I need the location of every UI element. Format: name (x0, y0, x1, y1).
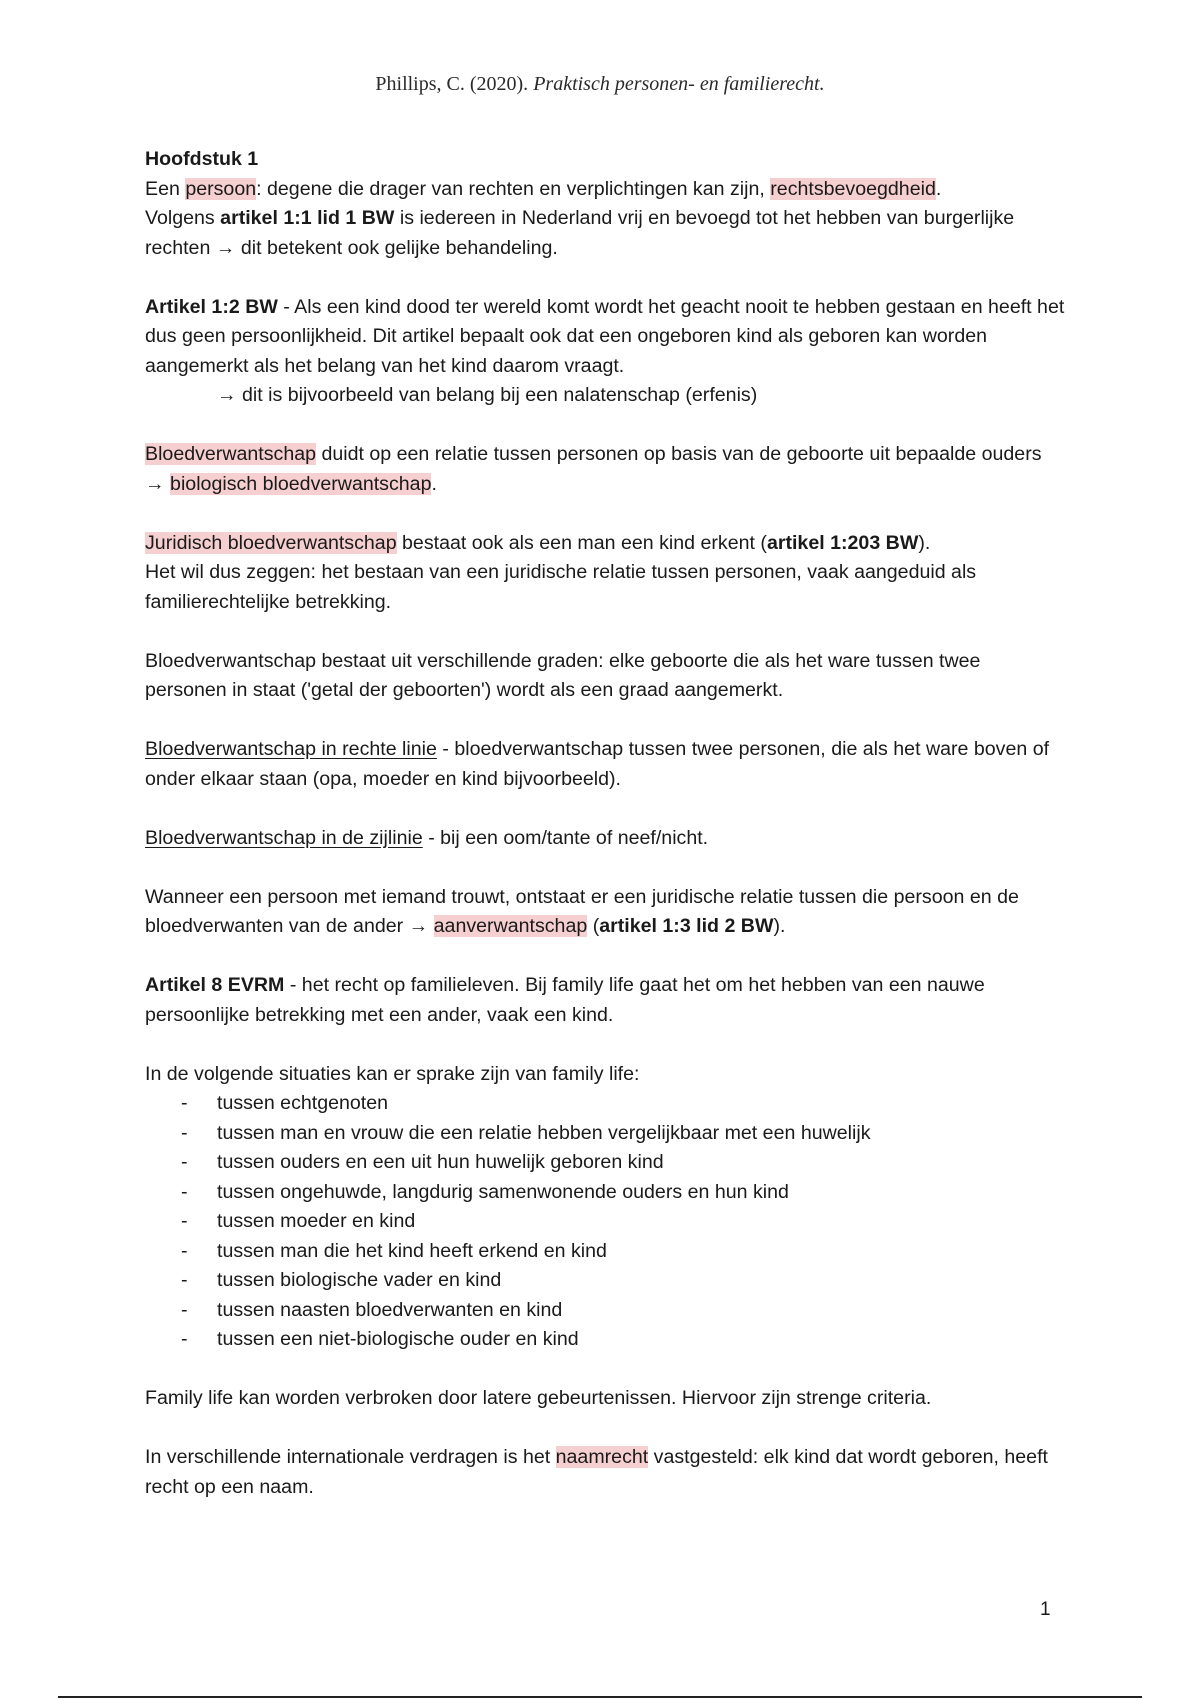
list-item: - tussen ouders en een uit hun huwelijk geboren kind (145, 1148, 1065, 1178)
citation-header (0, 73, 1200, 96)
page-bottom-divider (58, 1696, 1142, 1698)
paragraph-graden (145, 647, 1065, 706)
indented-note: → dit is bijvoorbeeld van belang bij een nalatenschap (erfenis) (217, 384, 758, 406)
highlight-juridisch: Juridisch bloedverwantschap (145, 531, 397, 554)
text-span: In de volgende situaties kan er sprake zijn van family life: (145, 1062, 640, 1085)
text-span: is iedereen in Nederland vrij en bevoegd tot het hebben van burgerlijke rechten → dit betekent ook gelijke behandeling. (145, 207, 1015, 259)
paragraph-persoon (145, 175, 1065, 264)
chapter-title (145, 145, 1065, 175)
text-span: Een (145, 177, 186, 200)
underlined-term: Bloedverwantschap in de zijlinie (145, 826, 423, 849)
text-span: duidt op een relatie tussen personen op basis van de geboorte uit bepaalde ouders → (145, 443, 1042, 495)
highlight-bloedverwantschap: Bloedverwantschap (145, 443, 317, 465)
page-number: 1 (1040, 1599, 1051, 1620)
paragraph-juridisch (145, 529, 1065, 618)
highlight-biologisch: biologisch bloedverwantschap (170, 472, 432, 495)
citation-title: Praktisch personen- en familierecht. (533, 73, 825, 95)
citation-authors: Phillips, C. (2020). (375, 73, 534, 95)
text-span: Family life kan worden verbroken door latere gebeurtenissen. Hiervoor zijn strenge criteria. (145, 1387, 932, 1409)
article-ref: Artikel 1:2 BW (145, 295, 278, 318)
text-span: - Als een kind dood ter wereld komt wordt het geacht nooit te hebben gestaan en heeft het dus geen persoonlijkheid. Dit artikel bepaalt ook dat een ongeboren kind als geboren kan worden aangemerkt als het belang van het kind daarom vraagt. (145, 295, 1065, 377)
text-span: . (935, 177, 942, 200)
paragraph-naamrecht (145, 1443, 1065, 1502)
article-ref: artikel 1:203 BW (766, 531, 919, 554)
text-span: : degene die drager van rechten en verplichtingen kan zijn, (256, 177, 771, 200)
text-span: Wanneer een persoon met iemand trouwt, ontstaat er een juridische relatie tussen die persoon en de bloedverwanten van de ander → (145, 885, 1019, 937)
family-life-intro (145, 1060, 1065, 1090)
list-item: - tussen biologische vader en kind (145, 1266, 1065, 1296)
paragraph-evrm (145, 971, 1065, 1030)
article-ref: Artikel 8 EVRM (145, 974, 285, 996)
paragraph-aanverwantschap (145, 883, 1065, 942)
list-item: - tussen naasten bloedverwanten en kind (145, 1296, 1065, 1326)
chapter-title-text: Hoofdstuk 1 (145, 148, 259, 170)
family-life-list (145, 1089, 1065, 1355)
highlight-rechtsbevoegdheid: rechtsbevoegdheid (770, 177, 936, 200)
list-item: - tussen ongehuwde, langdurig samenwonende ouders en hun kind (145, 1178, 1065, 1208)
document-body (145, 145, 1065, 1532)
text-span: . (431, 472, 437, 495)
paragraph-artikel-1-2 (145, 293, 1065, 411)
highlight-persoon: persoon (185, 177, 257, 200)
text-span: - bij een oom/tante of neef/nicht. (422, 826, 709, 849)
text-span: ( (587, 915, 600, 937)
highlight-naamrecht: naamrecht (555, 1446, 649, 1468)
paragraph-zijlinie (145, 824, 1065, 854)
text-span: ). (773, 915, 786, 937)
list-item: - tussen echtgenoten (145, 1089, 1065, 1119)
list-item: - tussen moeder en kind (145, 1207, 1065, 1237)
text-span: bestaat ook als een man een kind erkent ( (396, 531, 767, 554)
text-span: Het wil dus zeggen: het bestaan van een juridische relatie tussen personen, vaak aangeduid als familierechtelijke betrekking. (145, 561, 977, 613)
list-item: - tussen man en vrouw die een relatie hebben vergelijkbaar met een huwelijk (145, 1119, 1065, 1149)
text-span: vastgesteld: elk kind dat wordt geboren, heeft recht op een naam. (145, 1446, 1048, 1498)
highlight-aanverwantschap: aanverwantschap (433, 915, 588, 937)
article-ref: artikel 1:1 lid 1 BW (220, 207, 395, 229)
text-span: ). (918, 531, 931, 554)
underlined-term: Bloedverwantschap in rechte linie (145, 738, 437, 760)
paragraph-rechte-linie (145, 735, 1065, 794)
article-ref: artikel 1:3 lid 2 BW (599, 915, 774, 937)
list-item: - tussen man die het kind heeft erkend en kind (145, 1237, 1065, 1267)
text-span: Volgens (145, 207, 221, 229)
text-span: - het recht op familieleven. Bij family life gaat het om het hebben van een nauwe persoonlijke betrekking met een ander, vaak een kind. (145, 974, 985, 1026)
text-span: - bloedverwantschap tussen twee personen, die als het ware boven of onder elkaar staan (opa, moeder en kind bijvoorbeeld). (145, 738, 1050, 790)
text-span: In verschillende internationale verdragen is het (145, 1446, 556, 1468)
paragraph-verbroken (145, 1384, 1065, 1414)
text-span: Bloedverwantschap bestaat uit verschillende graden: elke geboorte die als het ware tussen twee personen in staat ('getal der geboorten') wordt als een graad aangemerkt. (145, 649, 981, 701)
list-item: - tussen een niet-biologische ouder en kind (145, 1325, 1065, 1355)
paragraph-bloedverwantschap (145, 440, 1065, 499)
